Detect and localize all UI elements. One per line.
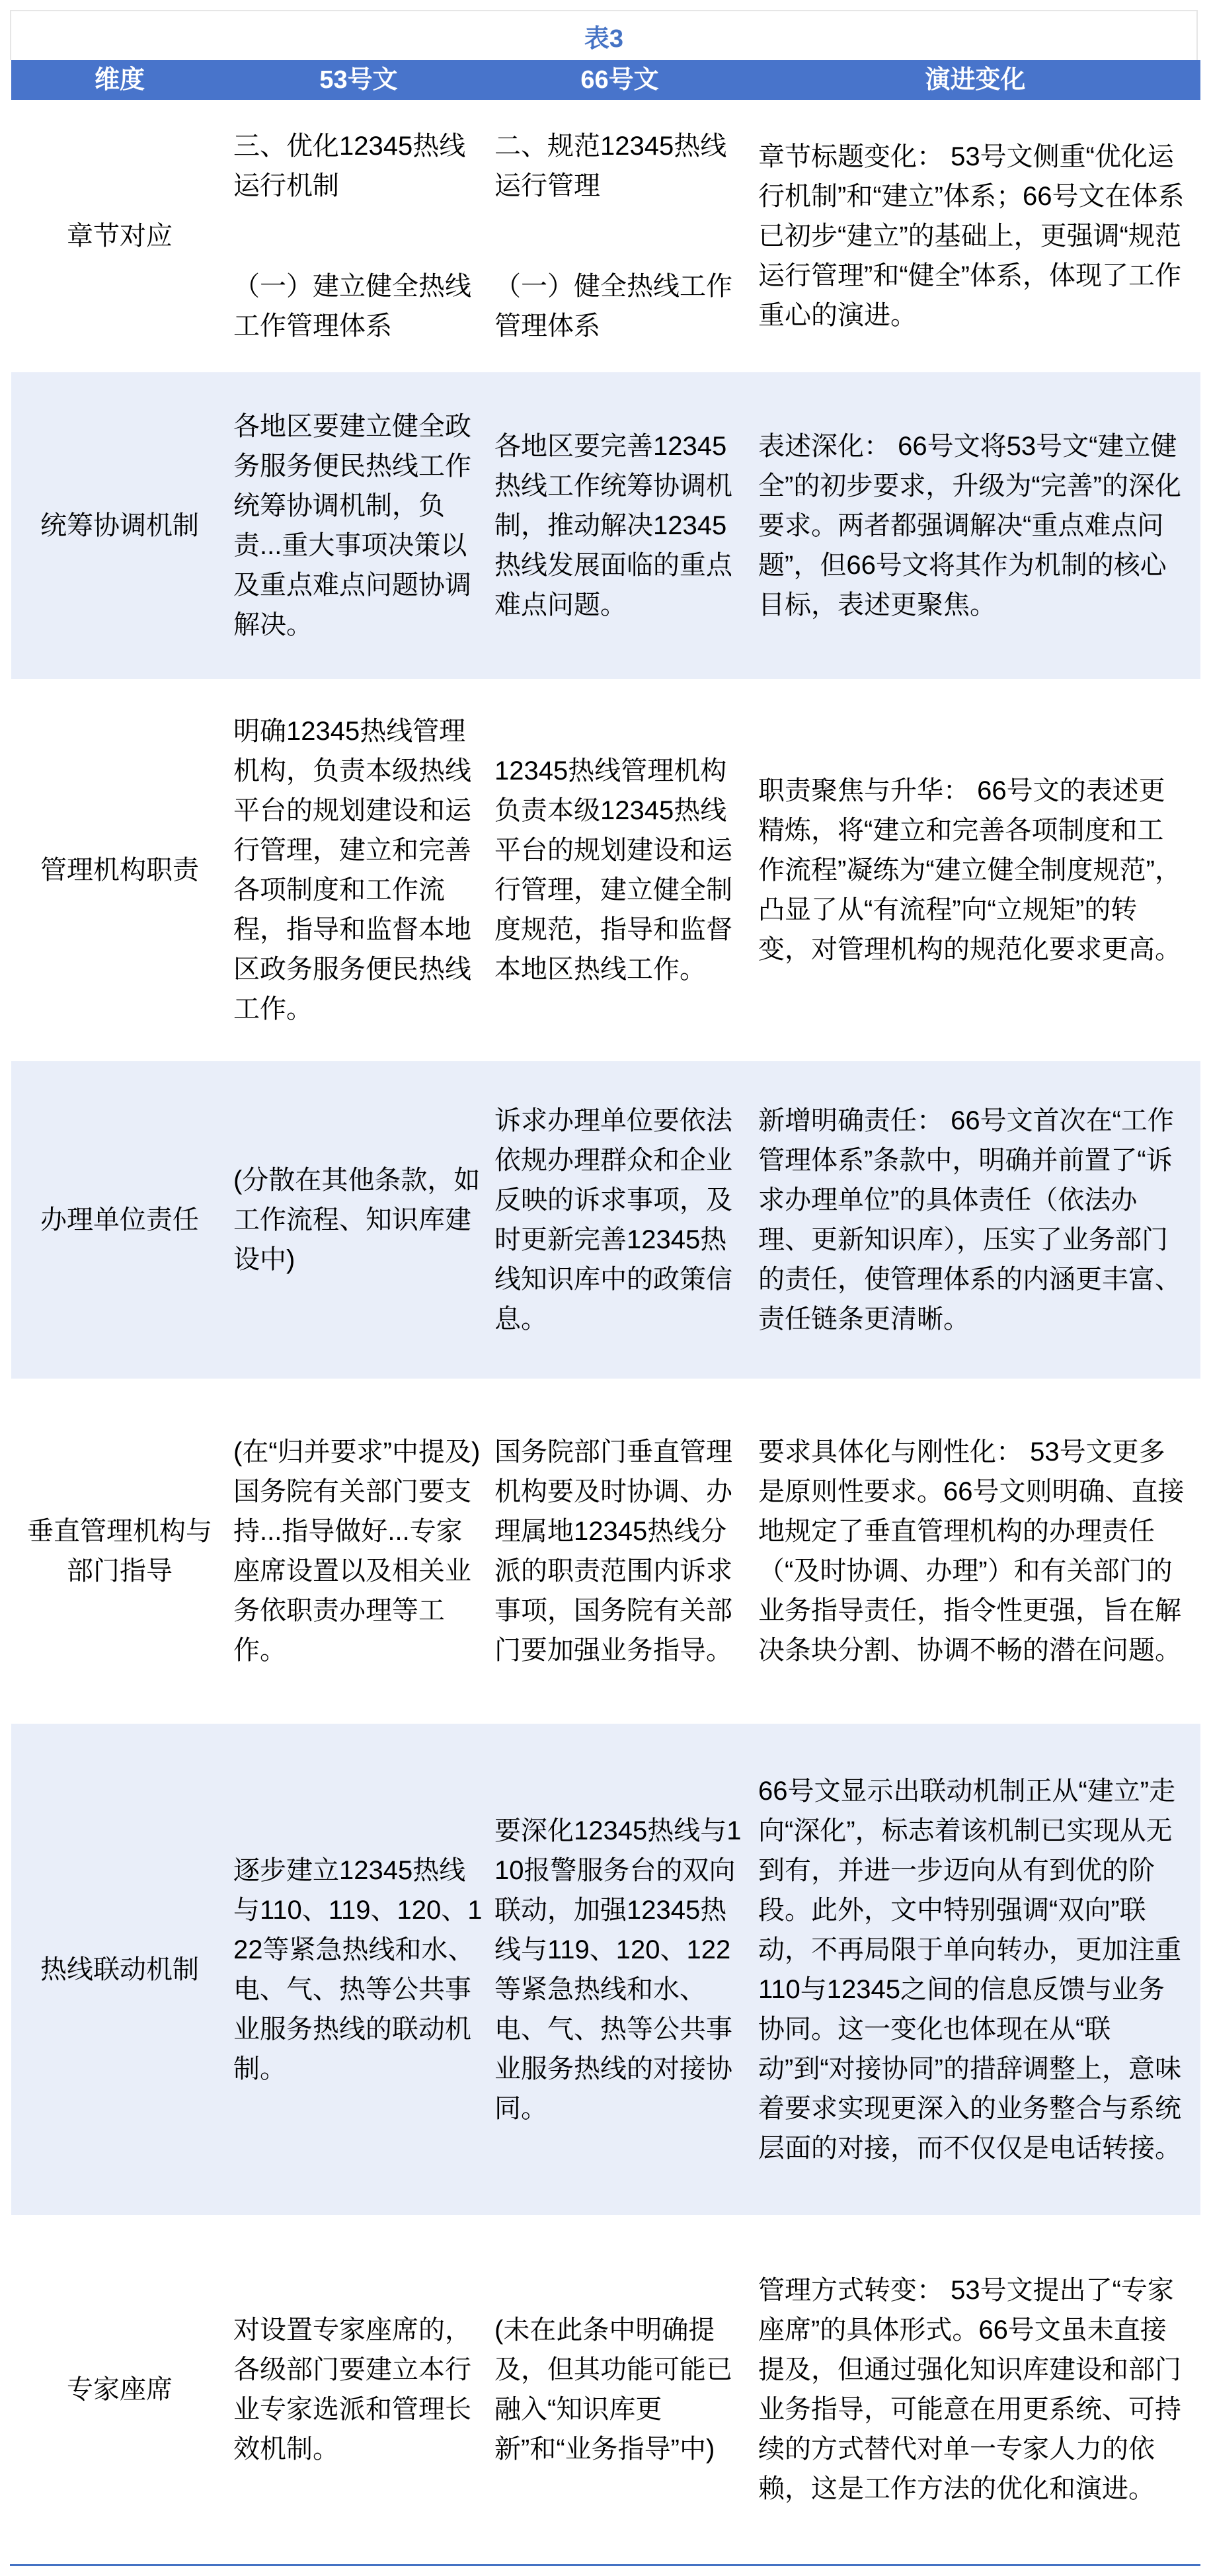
doc53-section-title: 三、优化12345热线运行机制	[233, 132, 466, 200]
table-header-row	[11, 60, 1200, 100]
doc53-cell: (分散在其他条款，如工作流程、知识库建设中)	[233, 1166, 481, 1274]
doc66-cell: 12345热线管理机构负责本级12345热线平台的规划建设和运行管理，建立健全制度规范，指导和监督本地区热线工作。	[494, 756, 732, 984]
doc53-cell: 对设置专家座席的，各级部门要建立本行业专家选派和管理长效机制。	[233, 2315, 471, 2464]
evolution-cell: 66号文显示出联动机制正从“建立”走向“深化”，标志着该机制已实现从无到有，并进一步迈向从有到优的阶段。此外，文中特别强调“双向”联动，不再局限于单向转办，更加注重110与12345之间的信息反馈与业务协同。这一变化也体现在从“联动”到“对接协同”的措辞调整上，意味着要求实现更深入的业务整合与系统层面的对接，而不仅仅是电话转接。	[758, 1776, 1181, 2163]
header-doc66: 66号文	[580, 66, 659, 94]
table-title: 表3	[584, 24, 624, 53]
evolution-cell: 章节标题变化： 53号文侧重“优化运行机制”和“建立”体系；66号文在体系已初步“建立”的基础上，更强调“规范运行管理”和“健全”体系，体现了工作重心的演进。	[758, 142, 1185, 330]
doc66-cell: (未在此条中明确提及，但其功能可能已融入“知识库更新”和“业务指导”中)	[494, 2315, 732, 2464]
header-dimension: 维度	[94, 66, 145, 94]
table-row	[11, 679, 1200, 1061]
evolution-cell: 职责聚焦与升华： 66号文的表述更精炼，将“建立和完善各项制度和工作流程”凝练为“建立健全制度规范”，凸显了从“有流程”向“立规矩”的转变，对管理机构的规范化要求更高。	[758, 776, 1181, 964]
doc53-cell: (在“归并要求”中提及)国务院有关部门要支持...指导做好...专家座席设置以及相关业务依职责办理等工作。	[233, 1437, 481, 1665]
table-title-box	[10, 10, 1198, 60]
comparison-table	[11, 60, 1200, 2564]
dimension-cell: 章节对应	[67, 221, 173, 251]
dimension-cell: 办理单位责任	[40, 1205, 199, 1234]
dimension-cell: 管理机构职责	[40, 856, 199, 885]
table-row	[11, 1379, 1200, 1724]
evolution-cell: 管理方式转变： 53号文提出了“专家座席”的具体形式。66号文虽未直接提及，但通过强化知识库建设和部门业务指导，可能意在用更系统、可持续的方式替代对单一专家人力的依赖，这是工作方法的优化和演进。	[758, 2276, 1181, 2503]
dimension-cell: 专家座席	[67, 2375, 173, 2404]
table-row	[11, 100, 1200, 372]
header-doc53: 53号文	[319, 66, 398, 94]
evolution-cell: 新增明确责任： 66号文首次在“工作管理体系”条款中，明确并前置了“诉求办理单位”的具体责任（依法办理、更新知识库），压实了业务部门的责任，使管理体系的内涵更丰富、责任链条更清晰。	[758, 1106, 1181, 1334]
doc53-cell: 各地区要建立健全政务服务便民热线工作统筹协调机制，负责...重大事项决策以及重点难点问题协调解决。	[233, 412, 471, 639]
header-evolution: 演进变化	[925, 66, 1026, 94]
dimension-cell: 垂直管理机构与部门指导	[27, 1517, 212, 1586]
dimension-cell: 热线联动机制	[40, 1954, 199, 1984]
doc53-subsection-title: （一）建立健全热线工作管理体系	[233, 272, 471, 341]
doc53-cell: 逐步建立12345热线与110、119、120、122等紧急热线和水、电、气、热等公共事业服务热线的联动机制。	[233, 1855, 483, 2083]
table-bottom-border	[10, 2564, 1200, 2566]
doc53-cell: 明确12345热线管理机构，负责本级热线平台的规划建设和运行管理，建立和完善各项制度和工作流程，指导和监督本地区政务服务便民热线工作。	[233, 717, 471, 1024]
dimension-cell: 统筹协调机制	[40, 511, 199, 540]
doc53-cell	[228, 100, 489, 372]
table-row	[11, 1061, 1200, 1379]
doc66-subsection-title: （一）健全热线工作管理体系	[494, 272, 732, 341]
doc66-cell: 国务院部门垂直管理机构要及时协调、办理属地12345热线分派的职责范围内诉求事项，国务院有关部门要加强业务指导。	[494, 1437, 732, 1665]
doc66-cell	[489, 100, 750, 372]
table-row	[11, 372, 1200, 679]
table-row	[11, 1724, 1200, 2215]
doc66-cell: 各地区要完善12345热线工作统筹协调机制，推动解决12345热线发展面临的重点难点问题。	[494, 432, 732, 620]
doc66-cell: 诉求办理单位要依法依规办理群众和企业反映的诉求事项，及时更新完善12345热线知识库中的政策信息。	[494, 1106, 732, 1334]
evolution-cell: 表述深化： 66号文将53号文“建立健全”的初步要求，升级为“完善”的深化要求。两者都强调解决“重点难点问题”，但66号文将其作为机制的核心目标，表述更聚焦。	[758, 432, 1181, 620]
table-row	[11, 2215, 1200, 2564]
doc66-section-title: 二、规范12345热线运行管理	[494, 132, 727, 200]
doc66-cell: 要深化12345热线与110报警服务台的双向联动，加强12345热线与119、120、122等紧急热线和水、电、气、热等公共事业服务热线的对接协同。	[494, 1816, 742, 2123]
evolution-cell: 要求具体化与刚性化： 53号文更多是原则性要求。66号文则明确、直接地规定了垂直管理机构的办理责任（“及时协调、办理”）和有关部门的业务指导责任，指令性更强，旨在解决条块分割、协调不畅的潜在问题。	[758, 1437, 1185, 1665]
